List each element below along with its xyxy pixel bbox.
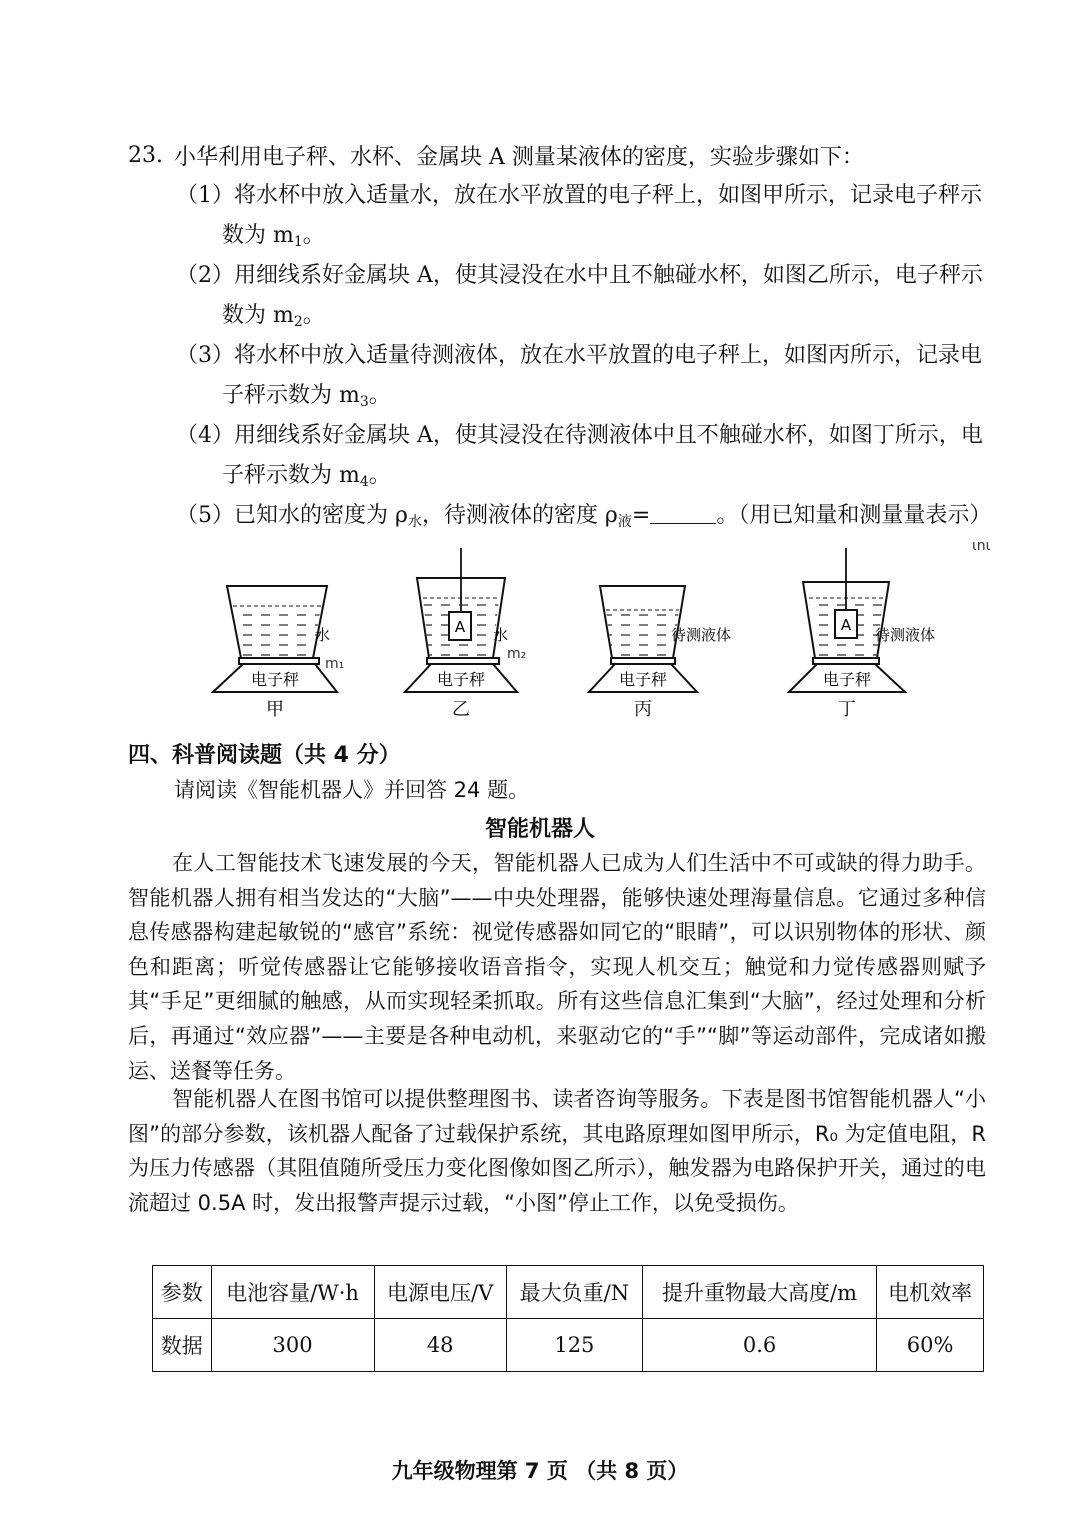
table-header-cell: 电池容量/W·h	[211, 1266, 374, 1319]
water-label-jia: 水	[315, 626, 331, 644]
hand-note-2: m₂	[507, 646, 527, 662]
figure-jia	[213, 586, 344, 720]
answer-blank[interactable]	[650, 501, 716, 524]
table-header-cell: 最大负重/N	[506, 1266, 642, 1319]
step-4-end: 。	[368, 463, 391, 488]
step-2-sub: 2	[293, 314, 303, 330]
step-5-text-a: （5）已知水的密度为 ρ	[176, 503, 408, 528]
step-2-text: 数为 m	[222, 303, 294, 328]
section-title: 四、科普阅读题（共 4 分）	[128, 743, 401, 768]
reading-instruction: 请阅读《智能机器人》并回答 24 题。	[174, 778, 530, 802]
table-cell: 60%	[877, 1319, 984, 1372]
caption-yi: 乙	[452, 699, 470, 720]
step-1-end: 。	[302, 223, 325, 248]
table-cell: 48	[374, 1319, 506, 1372]
step-3-end: 。	[368, 383, 391, 408]
step-1-sub: 1	[293, 234, 303, 250]
step-1-line-1: （1）将水杯中放入适量水，放在水平放置的电子秤上，如图甲所示，记录电子秤示	[176, 183, 982, 208]
table-cell: 0.6	[642, 1319, 876, 1372]
table-header-cell: 提升重物最大高度/m	[642, 1266, 876, 1319]
step-5-line	[176, 501, 991, 537]
table-header-cell: 电机效率	[877, 1266, 984, 1319]
table-cell: 300	[211, 1319, 374, 1372]
step-5-text-b: ，待测液体的密度 ρ	[421, 503, 618, 528]
step-1-text: 数为 m	[222, 223, 294, 248]
equals-sign: =	[631, 503, 651, 528]
scale-label-ding: 电子秤	[822, 670, 872, 689]
table-header-cell: 电源电压/V	[374, 1266, 506, 1319]
hand-note-3: ιnι	[972, 538, 991, 554]
caption-jia: 甲	[266, 699, 284, 720]
table-header-cell: 参数	[153, 1266, 212, 1319]
step-5-text-d: 。（用已知量和测量量表示）	[716, 503, 992, 528]
article-title: 智能机器人	[484, 817, 595, 842]
step-3-line-1: （3）将水杯中放入适量待测液体，放在水平放置的电子秤上，如图丙所示，记录电	[176, 343, 982, 368]
step-2-line-1: （2）用细线系好金属块 A，使其浸没在水中且不触碰水杯，如图乙所示，电子秤示	[176, 263, 983, 288]
step-3-line-2	[222, 381, 391, 417]
figure-ding	[789, 548, 935, 720]
figure-bing	[589, 586, 731, 720]
step-1-line-2	[222, 221, 325, 257]
article-paragraph-1: 在人工智能技术飞速发展的今天，智能机器人已成为人们生活中不可或缺的得力助手。智能机器人拥有相当发达的“大脑”——中央处理器，能够快速处理海量信息。它通过多种信息传感器构建起敏锐的“感官”系统：视觉传感器如同它的“眼睛”，可以识别物体的形状、颜色和距离；听觉传感器让它能够接收语音指令，实现人机交互；触觉和力觉传感器则赋予其“手足”更细腻的触感，从而实现轻柔抓取。所有这些信息汇集到“大脑”，经过处理和分析后，再通过“效应器”——主要是各种电动机，来驱动它的“手”“脚”等运动部件，完成诸如搬运、送餐等任务。	[128, 851, 986, 1083]
scale-label-jia: 电子秤	[250, 670, 300, 689]
step-2-line-2	[222, 301, 325, 337]
table-header-row	[153, 1266, 984, 1319]
scale-label-yi: 电子秤	[436, 670, 486, 689]
water-label-yi: 水	[493, 626, 509, 644]
caption-bing: 丙	[634, 699, 652, 720]
table-row	[153, 1319, 984, 1372]
step-4-text: 子秤示数为 m	[222, 463, 360, 488]
figure-yi	[405, 548, 526, 720]
table-cell: 数据	[153, 1319, 212, 1372]
question-stem: 小华利用电子秤、水杯、金属块 A 测量某液体的密度，实验步骤如下：	[174, 145, 864, 170]
step-3-sub: 3	[359, 394, 369, 410]
article-paragraph-2: 智能机器人在图书馆可以提供整理图书、读者咨询等服务。下表是图书馆智能机器人“小图”的部分参数，该机器人配备了过载保护系统，其电路原理如图甲所示，R₀ 为定值电阻，R 为压力传感器（其阻值随所受压力变化图像如图乙所示），触发器为电路保护开关，通过的电流超过 0.5A 时，发出报警声提示过载，“小图”停止工作，以免受损伤。	[128, 1087, 986, 1215]
step-4-line-1: （4）用细线系好金属块 A，使其浸没在待测液体中且不触碰水杯，如图丁所示，电	[176, 423, 983, 448]
question-number: 23.	[128, 143, 163, 168]
experiment-figures	[205, 540, 945, 720]
block-label-yi: A	[454, 618, 466, 636]
step-4-sub: 4	[359, 474, 369, 490]
scale-label-bing: 电子秤	[618, 670, 668, 689]
step-2-end: 。	[302, 303, 325, 328]
page-footer: 九年级物理第 7 页 （共 8 页）	[391, 1459, 689, 1483]
liquid-label-ding: 待测液体	[875, 626, 936, 644]
rho-liquid-sub: 液	[617, 514, 632, 530]
rho-water-sub: 水	[407, 514, 422, 530]
step-3-text: 子秤示数为 m	[222, 383, 360, 408]
liquid-label-bing: 待测液体	[671, 626, 732, 644]
caption-ding: 丁	[838, 699, 856, 720]
parameter-table	[152, 1265, 984, 1372]
step-4-line-2	[222, 461, 391, 497]
block-label-ding: A	[840, 616, 852, 634]
hand-note-1: m₁	[325, 656, 345, 672]
table-cell: 125	[506, 1319, 642, 1372]
